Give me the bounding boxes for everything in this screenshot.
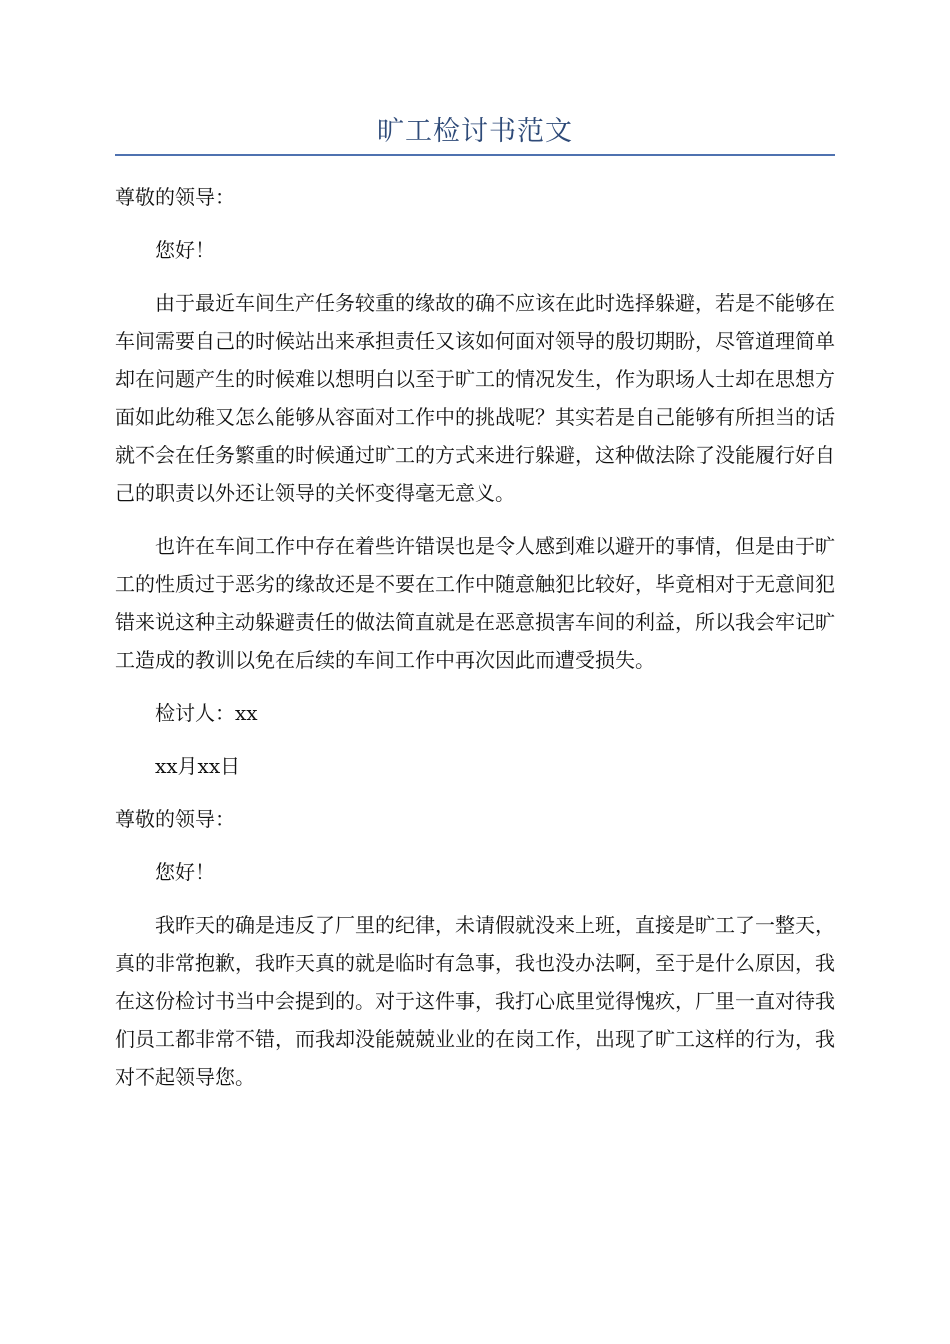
body-paragraph: 我昨天的确是违反了厂里的纪律，未请假就没来上班，直接是旷工了一整天，真的非常抱歉，我昨天真的就是临时有急事，我也没办法啊，至于是什么原因，我在这份检讨书当中会提到的。对于这件事，我打心底里觉得愧疚，厂里一直对待我们员工都非常不错，而我却没能兢兢业业的在岗工作，出现了旷工这样的行为，我对不起领导您。 — [115, 913, 835, 1089]
greeting: 您好！ — [155, 238, 215, 262]
title-underline — [115, 154, 835, 156]
document-body — [115, 178, 835, 1111]
document-title: 旷工检讨书范文 — [377, 116, 573, 147]
salutation: 尊敬的领导： — [115, 807, 235, 831]
body-paragraph: 也许在车间工作中存在着些许错误也是令人感到难以避开的事情，但是由于旷工的性质过于恶劣的缘故还是不要在工作中随意触犯比较好，毕竟相对于无意间犯错来说这种主动躲避责任的做法简直就是在恶意损害车间的利益，所以我会牢记旷工造成的教训以免在后续的车间工作中再次因此而遭受损失。 — [115, 534, 835, 672]
body-paragraph: 由于最近车间生产任务较重的缘故的确不应该在此时选择躲避，若是不能够在车间需要自己的时候站出来承担责任又该如何面对领导的殷切期盼，尽管道理简单却在问题产生的时候难以想明白以至于旷工的情况发生，作为职场人士却在思想方面如此幼稚又怎么能够从容面对工作中的挑战呢？其实若是自己能够有所担当的话就不会在任务繁重的时候通过旷工的方式来进行躲避，这种做法除了没能履行好自己的职责以外还让领导的关怀变得毫无意义。 — [115, 291, 835, 505]
signature-line: 检讨人：xx — [155, 701, 258, 725]
date-line: xx月xx日 — [155, 754, 241, 778]
salutation: 尊敬的领导： — [115, 185, 235, 209]
greeting: 您好！ — [155, 860, 215, 884]
